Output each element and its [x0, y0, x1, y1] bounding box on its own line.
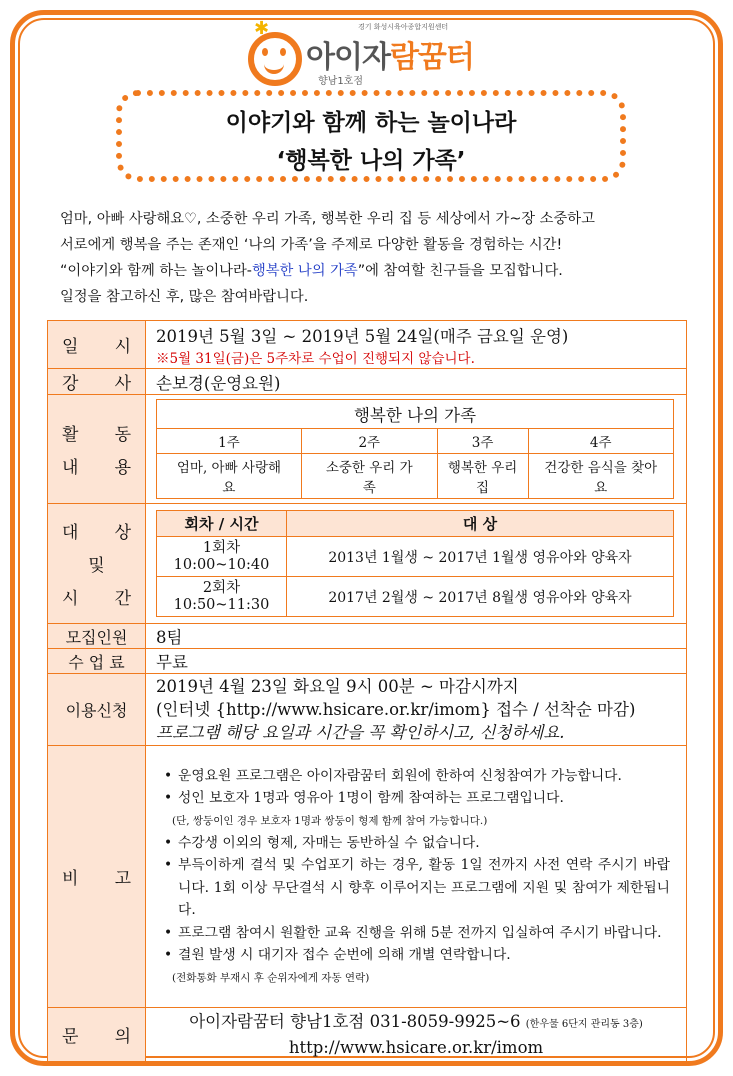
- remark-5: • 프로그램 참여시 원활한 교육 진행을 위해 5분 전까지 입실하여 주시기 바랍니다.: [162, 922, 670, 945]
- row-remarks: [48, 746, 687, 1008]
- value-schedule: [146, 321, 687, 369]
- apply-line-3: 프로그램 해당 요일과 시간을 꼭 확인하시고, 신청하세요.: [156, 723, 565, 742]
- logo-name-a: 아이자: [306, 40, 390, 75]
- value-contact: [146, 1008, 687, 1062]
- title-box: [116, 90, 626, 182]
- row-fee: [48, 649, 687, 674]
- target-row-2-target: 2017년 2월생 ~ 2017년 8월생 영유아와 양육자: [287, 577, 674, 617]
- intro-line-3c: ”에 참여할 친구들을 모집합니다.: [357, 263, 563, 279]
- info-table: [47, 320, 687, 1062]
- value-fee: 무료: [146, 649, 687, 674]
- label-fee: 수 업 료: [48, 649, 146, 674]
- remark-6: • 결원 발생 시 대기자 접수 순번에 의해 개별 연락합니다.: [162, 944, 670, 967]
- schedule-notice: ※5월 31일(금)은 5주차로 수업이 진행되지 않습니다.: [156, 350, 475, 367]
- row-target: [48, 504, 687, 624]
- week-4-content: 건강한 음식을 찾아요: [528, 454, 674, 499]
- week-2: 2주: [301, 429, 437, 454]
- label-contact: 문 의: [48, 1008, 146, 1062]
- label-apply: 이용신청: [48, 674, 146, 746]
- remark-3: • 수강생 이외의 형제, 자매는 동반하실 수 없습니다.: [162, 832, 670, 855]
- label-schedule: 일 시: [48, 321, 146, 369]
- row-instructor: [48, 369, 687, 395]
- row-contact: [48, 1008, 687, 1062]
- apply-line-1: 2019년 4월 23일 화요일 9시 00분 ~ 마감시까지: [156, 677, 519, 696]
- target-row-2-session: 2회차 10:50~11:30: [157, 577, 287, 617]
- value-capacity: 8팀: [146, 624, 687, 649]
- week-2-content: 소중한 우리 가족: [301, 454, 437, 499]
- remark-2-note: (단, 쌍둥이인 경우 보호자 1명과 쌍둥이 형제 함께 참여 가능합니다.): [172, 814, 488, 827]
- intro-line-1: 엄마, 아빠 사랑해요♡, 소중한 우리 가족, 행복한 우리 집 등 세상에서 가~장 소중하고: [60, 211, 595, 227]
- smile-face-icon: [248, 32, 302, 86]
- activities-table: [156, 399, 674, 499]
- label-target: 대 상 및 시 간: [48, 504, 146, 624]
- remark-1: • 운영요원 프로그램은 아이자람꿈터 회원에 한하여 신청참여가 가능합니다.: [162, 765, 670, 788]
- target-col-target: 대 상: [287, 511, 674, 537]
- week-1: 1주: [157, 429, 302, 454]
- intro-highlight: 행복한 나의 가족: [251, 263, 358, 279]
- contact-line-1: 아이자람꿈터 향남1호점 031-8059-9925~6 (한우물 6단지 관리동 3층): [189, 1012, 643, 1031]
- value-apply: [146, 674, 687, 746]
- title-line-1: 이야기와 함께 하는 놀이나라: [225, 110, 517, 136]
- logo-branch: 향남1호점: [318, 76, 364, 87]
- schedule-period: 2019년 5월 3일 ~ 2019년 5월 24일(매주 금요일 운영): [156, 326, 569, 346]
- intro-line-3a: “이야기와 함께 하는 놀이나라-: [60, 263, 252, 279]
- target-row-1-session: 1회차 10:00~10:40: [157, 537, 287, 577]
- contact-url[interactable]: http://www.hsicare.or.kr/imom: [288, 1038, 544, 1057]
- remark-6-note: (전화통화 부재시 후 순위자에게 자동 연락): [172, 971, 370, 984]
- value-instructor: 손보경(운영요원): [146, 369, 687, 395]
- week-3: 3주: [437, 429, 528, 454]
- apply-line-2: (인터넷 {http://www.hsicare.or.kr/imom} 접수 / 선착순 마감): [156, 700, 636, 719]
- intro-line-4: 일정을 참고하신 후, 많은 참여바랍니다.: [60, 289, 309, 305]
- value-activities: [146, 395, 687, 504]
- logo-name-b: 람꿈터: [389, 40, 474, 75]
- label-instructor: 강 사: [48, 369, 146, 395]
- remark-2: • 성인 보호자 1명과 영유아 1명이 함께 참여하는 프로그램입니다.: [162, 787, 670, 810]
- title-line-2: ‘행복한 나의 가족’: [276, 148, 466, 174]
- label-activities: 활 동 내 용: [48, 395, 146, 504]
- target-table: [156, 510, 674, 617]
- week-3-content: 행복한 우리 집: [437, 454, 528, 499]
- value-target: [146, 504, 687, 624]
- remark-4: • 부득이하게 결석 및 수업포기 하는 경우, 활동 1일 전까지 사전 연락 주시기 바랍니다. 1회 이상 무단결석 시 향후 이루어지는 프로그램에 지원 및 참여가 제한됩니다.: [162, 854, 670, 922]
- intro-line-2: 서로에게 행복을 주는 존재인 ‘나의 가족’을 주제로 다양한 활동을 경험하는 시간!: [60, 237, 563, 253]
- intro-line-3: [60, 258, 680, 284]
- label-remarks: 비 고: [48, 746, 146, 1008]
- remarks-list: [162, 765, 670, 989]
- value-remarks: [146, 746, 687, 1008]
- target-col-session: 회차 / 시간: [157, 511, 287, 537]
- logo-name: [306, 32, 474, 76]
- week-4: 4주: [528, 429, 674, 454]
- logo-org: 경기 화성시육아종합지원센터: [358, 23, 449, 31]
- intro-text: [60, 206, 680, 310]
- star-icon: ✱: [254, 18, 270, 39]
- row-activities: [48, 395, 687, 504]
- week-1-content: 엄마, 아빠 사랑해요: [157, 454, 302, 499]
- logo: [248, 20, 498, 90]
- target-row-1-target: 2013년 1월생 ~ 2017년 1월생 영유아와 양육자: [287, 537, 674, 577]
- row-apply: [48, 674, 687, 746]
- label-capacity: 모집인원: [48, 624, 146, 649]
- row-schedule: [48, 321, 687, 369]
- row-capacity: [48, 624, 687, 649]
- activities-heading: 행복한 나의 가족: [157, 400, 674, 429]
